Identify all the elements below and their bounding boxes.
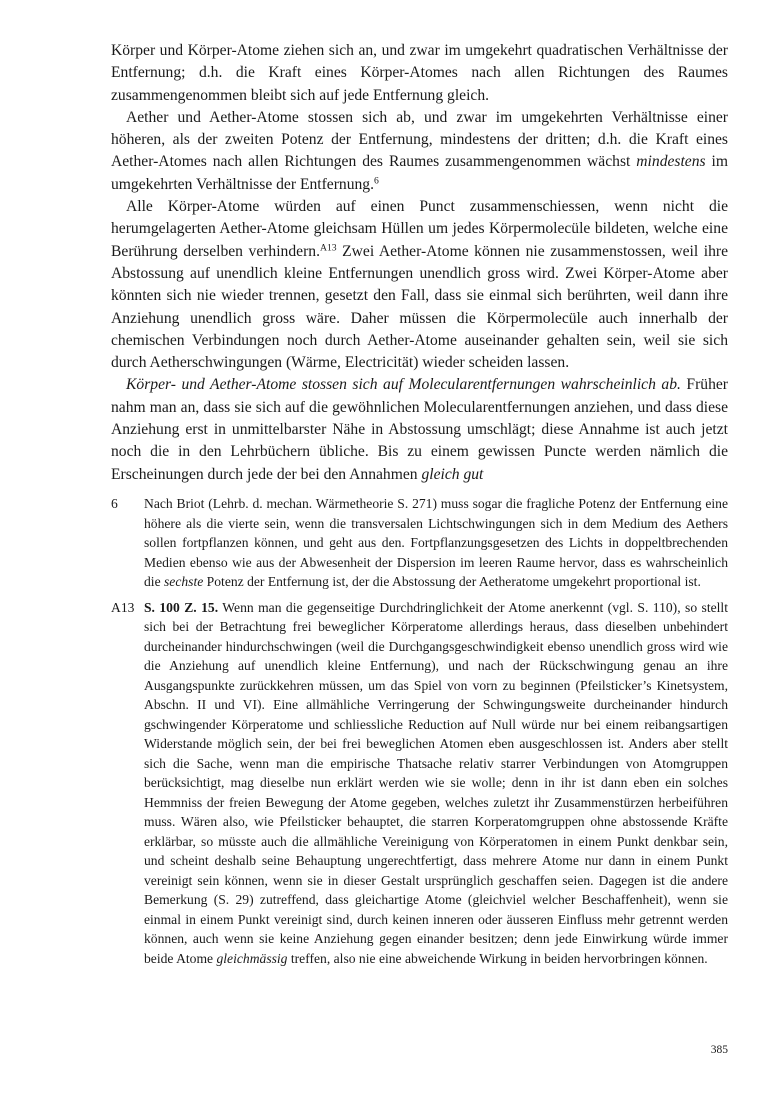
paragraph-1: Körper und Körper-Atome ziehen sich an, und zwar im umgekehrt quadratischen Verhältnisse der Entfernung; d.h. die Kraft eines Körper-Atomes nach allen Richtungen des Raumes zusammengenommen bleibt sich auf jede Entfernung gleich. xyxy=(111,42,728,104)
footnote-6 xyxy=(111,494,728,592)
footnote-ref-a13[interactable]: A13 xyxy=(319,242,337,254)
page-line-reference: S. 100 Z. 15. xyxy=(144,599,219,615)
emphasis: gleichmässig xyxy=(216,950,288,966)
footnote-a13 xyxy=(111,598,728,969)
paragraph-2: Aether und Aether-Atome stossen sich ab, und zwar im umgekehrten Verhältnisse einer höheren, als der zweiten Potenz der Entfernung, mindestens der dritten; d.h. die Kraft eines Aether-Atomes nach allen Richtungen des Raumes zusammengenommen wächst mindestens im umgekehrten Verhältnisse der Entfernung.$^6$ xyxy=(111,108,728,193)
footnotes xyxy=(111,494,728,974)
footnote-number: A13 xyxy=(111,599,135,615)
paragraph-4: Körper- und Aether-Atome stossen sich auf Molecularentfernungen wahrscheinlich ab. Früher nahm man an, dass sie sich auf die gewöhnlichen Molecularentfernungen anziehen, und dass diese Anziehung erst in unmittelbarster Nähe in Abstossung umschlägt; diese Annahme ist auch jetzt noch die in den Lehrbüchern übliche. Bis zu einem gewissen Puncte werden nämlich die Erscheinungen durch jede der bei den Annahmen gleich gut xyxy=(111,376,728,483)
footnote-number: 6 xyxy=(111,496,118,511)
emphasis: mindestens xyxy=(636,153,706,171)
footnote-text: Nach Briot (Lehrb. d. mechan. Wärmetheorie S. 271) muss sogar die fragliche Potenz der Entfernung eine höhere als die vierte sein, wenn die transversalen Lichtschwingungen sich in dem Medium des Aethers sollen fortpflanzen können, und geht aus den. Fortpflanzungsgesetzen des Lichts in doppeltbrechenden Medien ebenso wie aus der Abwesenheit der Dispersion im leeren Raume hervor, dass es wahrscheinlich die sechste Potenz der Entfernung ist, der die Abstossung der Aetheratome umgekehrt proportional ist. xyxy=(144,496,728,589)
page-number: 385 xyxy=(710,1044,728,1056)
emphasis: gleich gut xyxy=(421,465,484,483)
section-lead-italic: Körper- und Aether-Atome stossen sich auf Molecularentfernungen wahrscheinlich ab. xyxy=(126,376,681,394)
main-text xyxy=(111,40,728,486)
paragraph-3: Alle Körper-Atome würden auf einen Punct zusammenschiessen, wenn nicht die herumgelagerten Aether-Atome gleichsam Hüllen um jedes Körpermolecüle bildeten, welche eine Berührung derselben verhindern.$^{A13}$ Zwei Aether-Atome können nie zusammenstossen, weil ihre Abstossung auf unendlich kleine Entfernungen unendlich gross wird. Zwei Körper-Atome aber könnten sich nie wieder trennen, gesetzt den Fall, dass sie einmal sich berührten, weil dann ihre Anziehung unendlich gross wäre. Daher müssen die Körpermolecüle auch innerhalb der chemischen Verbindungen noch durch Aether-Atome auseinander gehalten sein, weil sie sich durch Aetherschwingungen (Wärme, Electricität) wieder scheiden lassen. xyxy=(111,198,728,372)
emphasis: sechste xyxy=(164,574,204,589)
footnote-ref-6[interactable]: 6 xyxy=(374,175,379,187)
footnote-text: S. 100 Z. 15. Wenn man die gegenseitige Durchdringlichkeit der Atome anerkennt (vgl. S. 110), so stellt sich bei der Betrachtung frei beweglicher Körperatome allerdings heraus, dass dieselben unbehindert durcheinander hindurchschwingen (weil die Durchgangsgeschwindigkeit ebenso unendlich gross wird wie die Anziehung auf unendlich kleine Entfernung), und nach der Rückschwingung genau an ihre Ausgangspunkte zurückkehren müssen, um das Spiel von vorn zu beginnen (Pfeilsticker’s Kinetsystem, Abschn. II und VI). Eine allmähliche Verringerung der Schwingungsweite durcheinander hindurch gschwingender Körperatome und schliessliche Reduction auf Null würde nur bei einem reibangsartigen Widerstande möglich sein, der bei frei beweglichen Atomen eben ausgeschlossen ist. Anders aber stellt sich die Sache, wenn man die empirische Thatsache relativ starrer Verbindungen von Atomgruppen berücksichtigt, mag dieselbe nun erklärt werden wie sie wolle; denn in ihr ist dann eben ein solches Hemmniss der freien Bewegung der Atome gegeben, welches zuletzt ihr Zusammenstürzen herbeiführen muss. Wären also, wie Pfeilsticker behauptet, die starren Korperatomgruppen ohne abstossende Kräfte erklärbar, so müsste auch die allmähliche Vereinigung von Körperatomen in einem Punkt denkbar sein, und scheint deshalb seine Behauptung ungerechtfertigt, dass mehrere Atome nur dann in einem Punkt vereinigt sein können, wenn sie in dieser Gestalt ursprünglich geschaffen seien. Dagegen ist die andere Bemerkung (S. 29) zutreffend, dass gleichartige Atome (gleichviel welcher Beschaffenheit), wenn sie einmal in einem Punkt vereinigt sind, durch keinen inneren oder äusseren Einfluss mehr getrennt werden können, auch wenn sie keine Anziehung gegen einander besitzen; denn jede Einwirkung würde immer beide Atome gleichmässig treffen, also nie eine abweichende Wirkung in beiden hervorbringen können. xyxy=(144,599,728,966)
